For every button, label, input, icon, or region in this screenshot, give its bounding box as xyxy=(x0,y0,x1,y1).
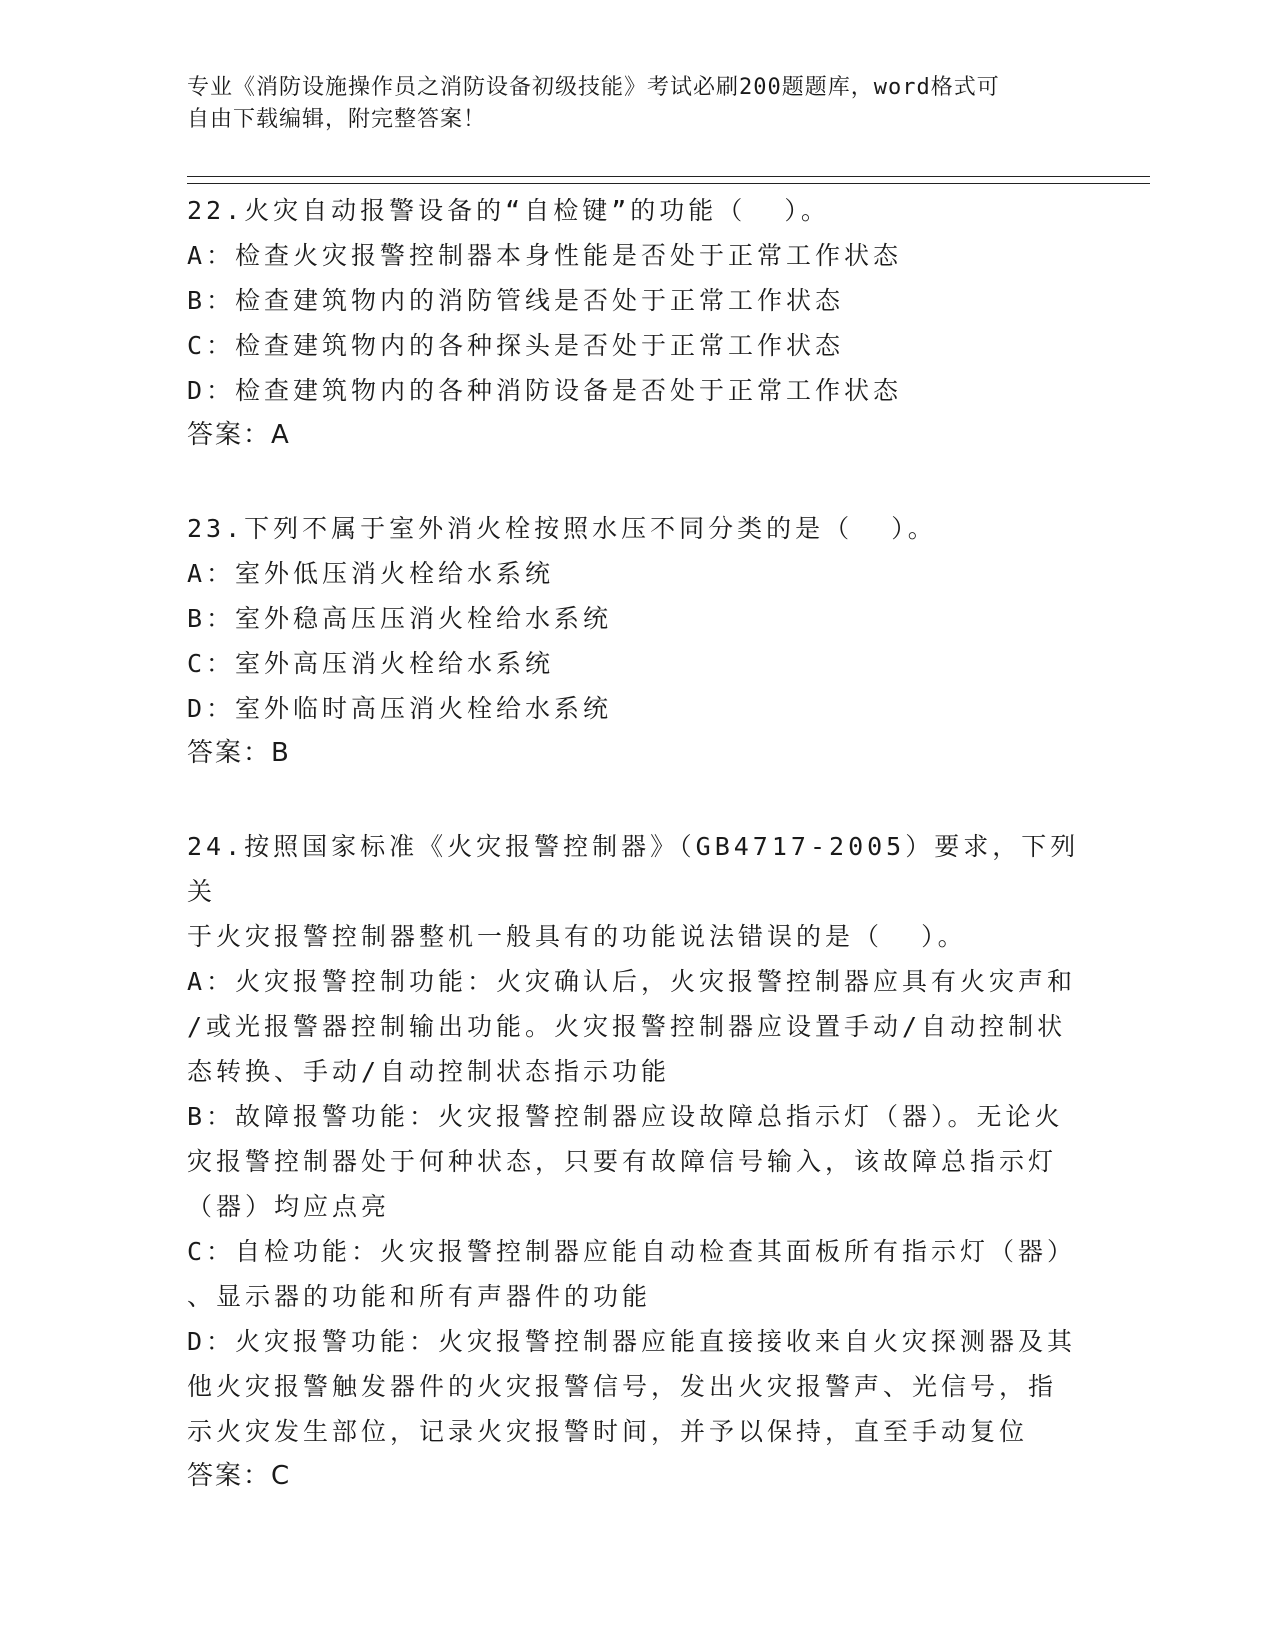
answer-key: 答案：A xyxy=(187,420,291,450)
answer-option: A：室外低压消火栓给水系统 xyxy=(187,559,555,588)
header-divider-bottom xyxy=(187,183,1150,184)
answer-key: 答案：C xyxy=(187,1461,292,1491)
question-stem: 23.下列不属于室外消火栓按照水压不同分类的是（ ）。 xyxy=(187,514,937,543)
answer-option: D：室外临时高压消火栓给水系统 xyxy=(187,694,613,723)
header-line-2: 自由下载编辑，附完整答案！ xyxy=(187,107,487,132)
header-line-1: 专业《消防设施操作员之消防设备初级技能》考试必刷200题题库，word格式可 xyxy=(187,75,1000,100)
question-block xyxy=(187,506,1087,776)
answer-option: B：室外稳高压压消火栓给水系统 xyxy=(187,604,613,633)
answer-option: C：室外高压消火栓给水系统 xyxy=(187,649,555,678)
question-block xyxy=(187,188,1087,458)
answer-option: B：故障报警功能：火灾报警控制器应设故障总指示灯（器）。无论火 xyxy=(187,1102,1064,1131)
answer-option: /或光报警器控制输出功能。火灾报警控制器应设置手动/自动控制状 xyxy=(187,1012,1067,1041)
answer-option: 他火灾报警触发器件的火灾报警信号，发出火灾报警声、光信号，指 xyxy=(187,1372,1058,1401)
answer-key: 答案：B xyxy=(187,738,291,768)
answer-option: 、显示器的功能和所有声器件的功能 xyxy=(187,1282,652,1311)
question-stem: 22.火灾自动报警设备的“自检键”的功能（ ）。 xyxy=(187,196,830,225)
answer-option: A：火灾报警控制功能：火灾确认后，火灾报警控制器应具有火灾声和 xyxy=(187,967,1077,996)
answer-option: 灾报警控制器处于何种状态，只要有故障信号输入，该故障总指示灯 xyxy=(187,1147,1058,1176)
answer-option: B：检查建筑物内的消防管线是否处于正常工作状态 xyxy=(187,286,845,315)
question-list xyxy=(187,188,1087,1547)
answer-option: 示火灾发生部位，记录火灾报警时间，并予以保持，直至手动复位 xyxy=(187,1417,1029,1446)
answer-option: 态转换、手动/自动控制状态指示功能 xyxy=(187,1057,671,1086)
header-divider-top xyxy=(187,176,1150,177)
answer-option: D：检查建筑物内的各种消防设备是否处于正常工作状态 xyxy=(187,376,903,405)
answer-option: A：检查火灾报警控制器本身性能是否处于正常工作状态 xyxy=(187,241,903,270)
document-header xyxy=(187,72,1067,136)
answer-option: （器）均应点亮 xyxy=(187,1192,391,1221)
answer-option: C：检查建筑物内的各种探头是否处于正常工作状态 xyxy=(187,331,845,360)
answer-option: C：自检功能：火灾报警控制器应能自动检查其面板所有指示灯（器） xyxy=(187,1237,1077,1266)
question-stem: 于火灾报警控制器整机一般具有的功能说法错误的是（ ）。 xyxy=(187,922,967,951)
answer-option: D：火灾报警功能：火灾报警控制器应能直接接收来自火灾探测器及其 xyxy=(187,1327,1077,1356)
question-block xyxy=(187,824,1087,1499)
question-stem: 24.按照国家标准《火灾报警控制器》（GB4717-2005）要求，下列关 xyxy=(187,832,1080,906)
